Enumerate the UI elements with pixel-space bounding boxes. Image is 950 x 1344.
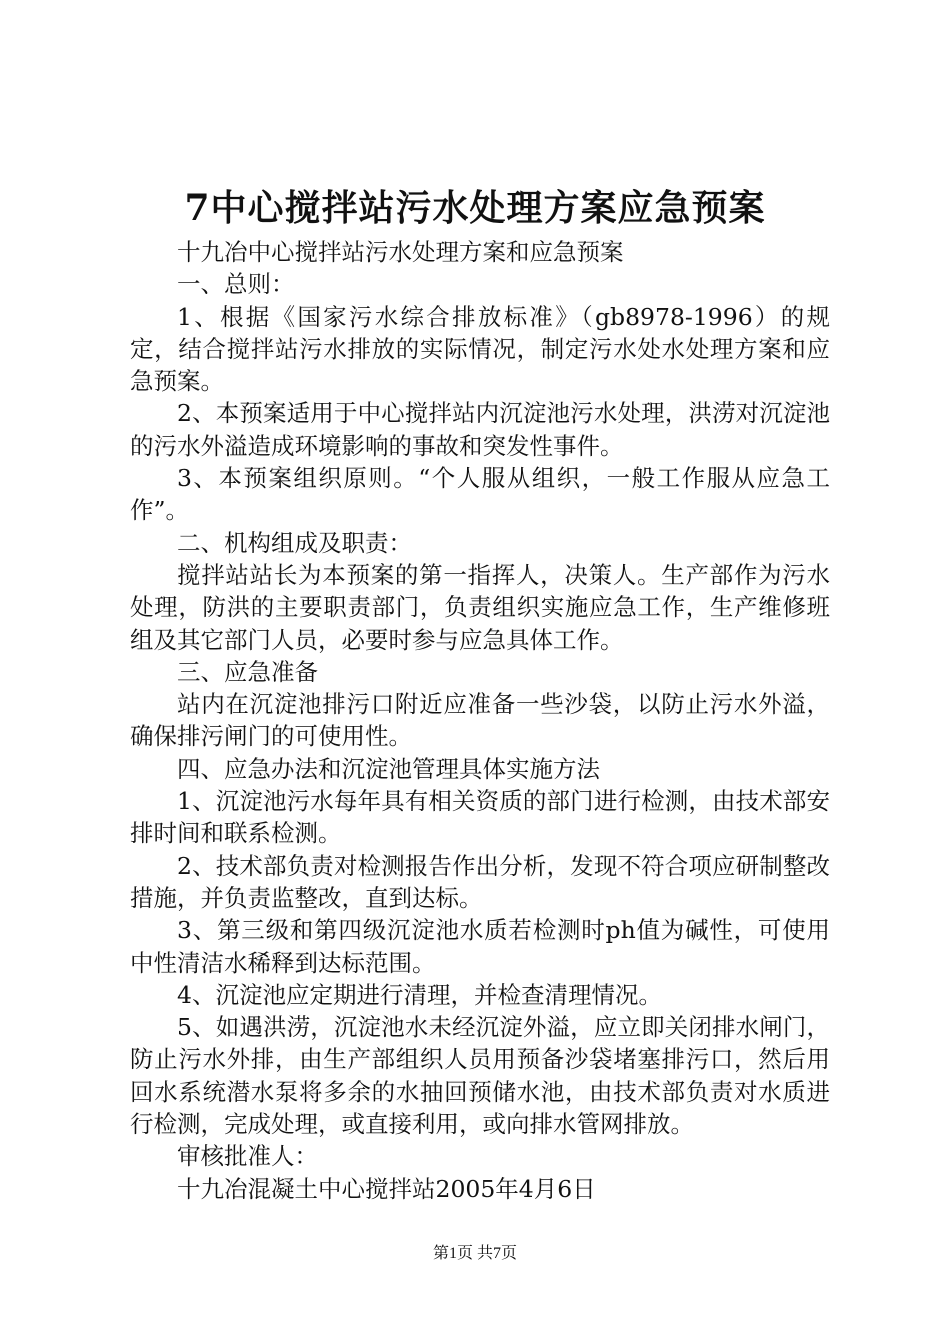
approver-line: 审核批准人： [177,1142,318,1171]
paragraph: 1、根据《国家污水综合排放标准》（gb8978-1996）的规定，结合搅拌站污水排放的实际情况，制定污水处水处理方案和应急预案。 [130,302,830,396]
paragraph: 3、第三级和第四级沉淀池水质若检测时ph值为碱性，可使用中性清洁水稀释到达标范围。 [130,916,830,977]
paragraph: 2、本预案适用于中心搅拌站内沉淀池污水处理，洪涝对沉淀池的污水外溢造成环境影响的事故和突发性事件。 [130,399,830,460]
paragraph: 5、如遇洪涝，沉淀池水未经沉淀外溢，应立即关闭排水闸门，防止污水外排，由生产部组织人员用预备沙袋堵塞排污口，然后用回水系统潜水泵将多余的水抽回预储水池，由技术部负责对水质进行检测，完成处理，或直接利用，或向排水管网排放。 [130,1013,830,1139]
paragraph: 站内在沉淀池排污口附近应准备一些沙袋，以防止污水外溢，确保排污闸门的可使用性。 [130,690,830,751]
paragraph: 2、技术部负责对检测报告作出分析，发现不符合项应研制整改措施，并负责监整改，直到达标。 [130,851,830,912]
paragraph: 4、沉淀池应定期进行清理，并检查清理情况。 [177,980,662,1009]
document-body [130,236,830,1205]
paragraph: 1、沉淀池污水每年具有相关资质的部门进行检测，由技术部安排时间和联系检测。 [130,787,830,848]
section-general: 一、总则： [177,270,295,299]
section-organization: 二、机构组成及职责： [177,528,412,557]
section-preparation: 三、应急准备 [177,657,318,686]
page-number-footer: 第1页 共7页 [432,1245,517,1262]
document-title: 7中心搅拌站污水处理方案应急预案 [184,187,766,229]
paragraph-heading: 十九冶中心搅拌站污水处理方案和应急预案 [177,238,624,266]
section-measures: 四、应急办法和沉淀池管理具体实施方法 [177,754,600,783]
paragraph: 3、本预案组织原则。“个人服从组织，一般工作服从应急工作”。 [130,464,830,525]
paragraph: 搅拌站站长为本预案的第一指挥人，决策人。生产部作为污水处理，防洪的主要职责部门，负责组织实施应急工作，生产维修班组及其它部门人员，必要时参与应急具体工作。 [130,560,830,654]
signature-date-line: 十九冶混凝土中心搅拌站2005年4月6日 [177,1174,596,1203]
